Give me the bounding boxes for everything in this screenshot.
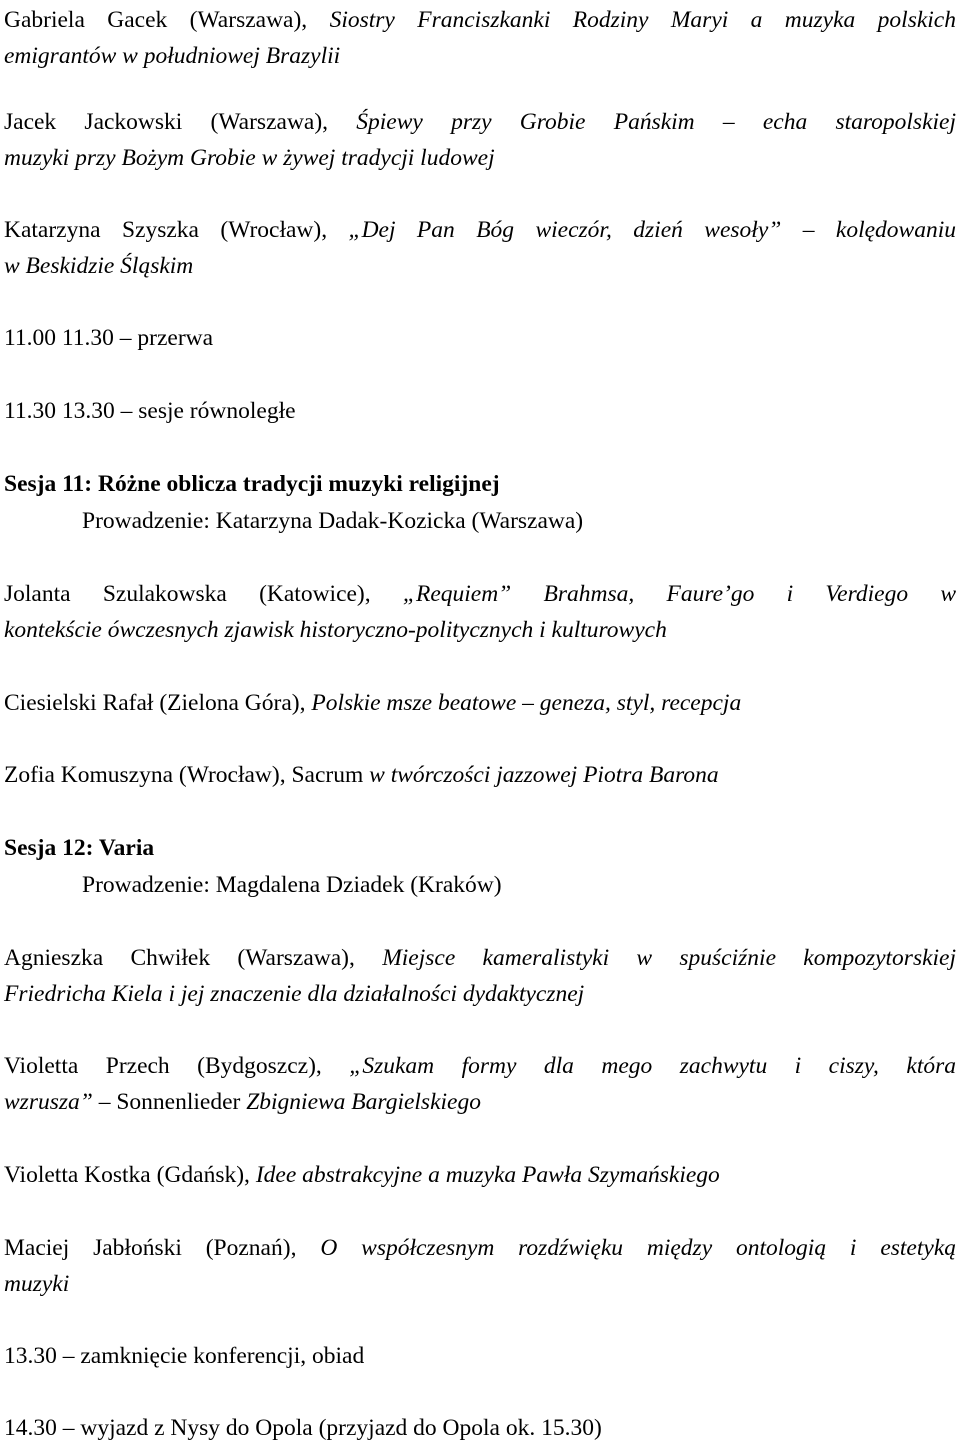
talk-author: Agnieszka Chwiłek (Warszawa),: [4, 945, 383, 971]
talk-title: Polskie msze beatowe – geneza, styl, recepcja: [311, 690, 742, 716]
talk-title-cont: muzyki przy Bożym Grobie w żywej tradycji ludowej: [4, 145, 495, 171]
departure-time: 14.30 – wyjazd z Nysy do Opola (przyjazd do Opola ok. 15.30): [4, 1415, 602, 1441]
talk-ciesielski: [4, 685, 956, 721]
talk-author: Maciej Jabłoński (Poznań),: [4, 1235, 321, 1261]
closing-time: 13.30 – zamknięcie konferencji, obiad: [4, 1343, 365, 1369]
talk-author: Katarzyna Szyszka (Wrocław),: [4, 217, 349, 243]
talk-title: Idee abstrakcyjne a muzyka Pawła Szymańskiego: [255, 1162, 720, 1188]
talk-jablonski: [4, 1230, 956, 1302]
talk-title-cont: emigrantów w południowej Brazylii: [4, 43, 341, 69]
session-11-chair: Prowadzenie: Katarzyna Dadak-Kozicka (Warszawa): [82, 508, 584, 534]
session-11-title: Sesja 11: Różne oblicza tradycji muzyki religijnej: [4, 471, 500, 497]
talk-title: „Requiem” Brahmsa, Faure’go i Verdiego w: [402, 581, 956, 607]
talk-komuszyna: [4, 757, 956, 793]
talk-author: Jolanta Szulakowska (Katowice),: [4, 581, 403, 607]
talk-title-sacrum: Sacrum: [291, 762, 364, 788]
talk-title: Siostry Franciszkanki Rodziny Maryi a muzyka polskich: [329, 7, 956, 33]
talk-author: Gabriela Gacek (Warszawa),: [4, 7, 330, 33]
talk-szyszka: [4, 212, 956, 284]
session-12-chair: Prowadzenie: Magdalena Dziadek (Kraków): [82, 872, 502, 898]
talk-chwilek: [4, 940, 956, 1012]
talk-title: w twórczości jazzowej Piotra Barona: [363, 762, 719, 788]
talk-gacek: [4, 2, 956, 74]
talk-title: Śpiewy przy Grobie Pańskim – echa staropolskiej: [356, 109, 956, 135]
talk-title: O współczesnym rozdźwięku między ontologią i estetyką: [320, 1235, 956, 1261]
talk-author: Violetta Przech (Bydgoszcz),: [4, 1053, 350, 1079]
talk-author: Jacek Jackowski (Warszawa),: [4, 109, 357, 135]
talk-title: „Szukam formy dla mego zachwytu i ciszy, która: [349, 1053, 956, 1079]
parallel-sessions: 11.30 13.30 – sesje równoległe: [4, 398, 296, 424]
talk-kostka: [4, 1157, 956, 1193]
session-12-title: Sesja 12: Varia: [4, 835, 155, 861]
talk-title-sonnenlieder: Sonnenlieder: [116, 1089, 241, 1115]
talk-jackowski: [4, 104, 956, 176]
talk-title-cont: muzyki: [4, 1271, 70, 1297]
talk-title-cont: Friedricha Kiela i jej znaczenie dla działalności dydaktycznej: [4, 981, 585, 1007]
talk-szulakowska: [4, 576, 956, 648]
talk-author: Zofia Komuszyna (Wrocław),: [4, 762, 292, 788]
talk-title: Miejsce kameralistyki w spuściźnie kompozytorskiej: [382, 945, 957, 971]
talk-title-cont: w Beskidzie Śląskim: [4, 253, 194, 279]
talk-przech: [4, 1048, 956, 1120]
break-time: 11.00 11.30 – przerwa: [4, 325, 214, 351]
talk-author: Ciesielski Rafał (Zielona Góra),: [4, 690, 312, 716]
talk-title: „Dej Pan Bóg wieczór, dzień wesoły” – kolędowaniu: [348, 217, 956, 243]
talk-title-composer: Zbigniewa Bargielskiego: [240, 1089, 481, 1115]
talk-title-cont: kontekście ówczesnych zjawisk historyczno-politycznych i kulturowych: [4, 617, 667, 643]
talk-author: Violetta Kostka (Gdańsk),: [4, 1162, 256, 1188]
talk-title-cont: wzrusza” –: [4, 1089, 117, 1115]
